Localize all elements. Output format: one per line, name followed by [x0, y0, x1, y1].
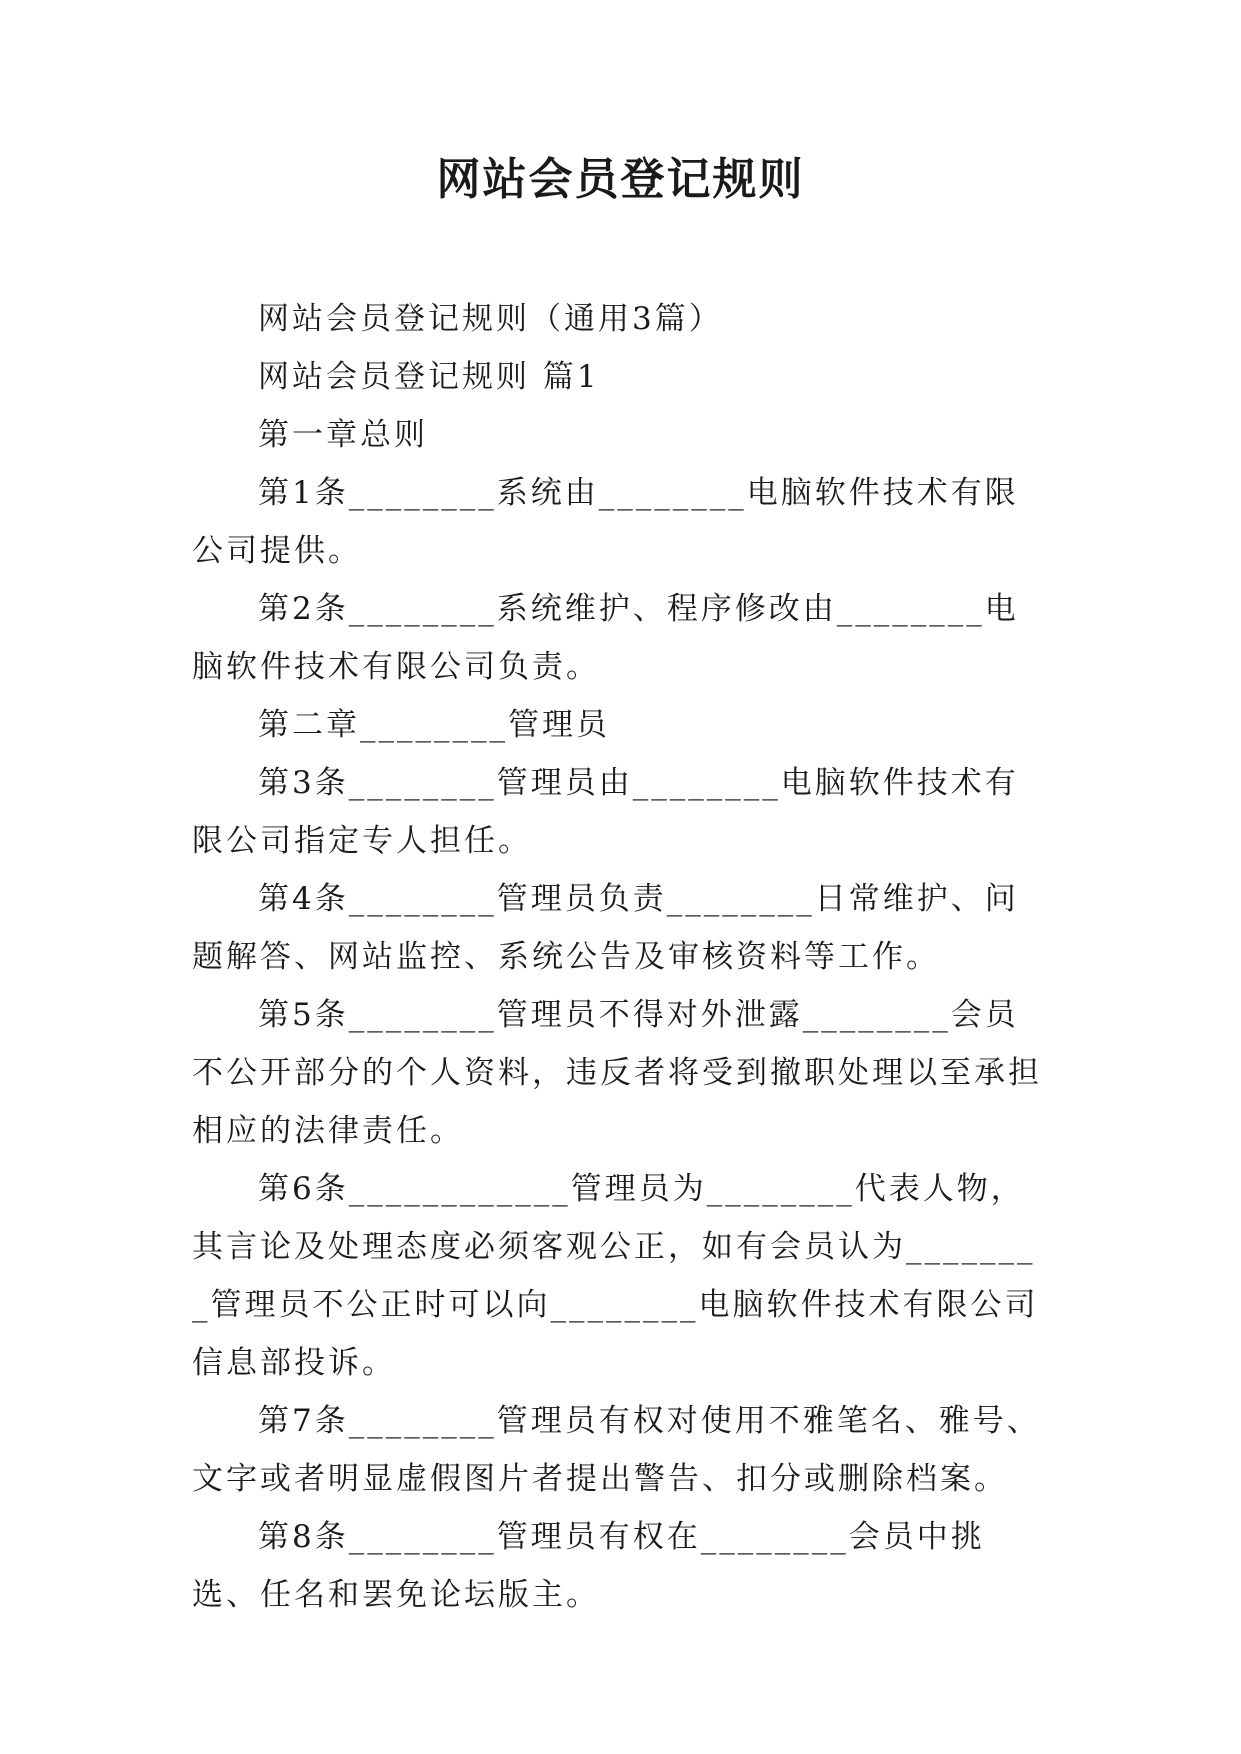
paragraph-chapter-1: 第一章总则	[258, 417, 428, 453]
paragraph-article-2: 第2条________系统维护、程序修改由________电脑软件技术有限公司负责。	[192, 591, 1019, 685]
paragraph-chapter-2: 第二章________管理员	[258, 707, 610, 743]
document-body	[192, 290, 1052, 1624]
paragraph-article-5: 第5条________管理员不得对外泄露________会员不公开部分的个人资料，违反者将受到撤职处理以至承担相应的法律责任。	[192, 997, 1042, 1149]
paragraph-article-4: 第4条________管理员负责________日常维护、问题解答、网站监控、系统公告及审核资料等工作。	[192, 881, 1019, 975]
paragraph-article-7: 第7条________管理员有权对使用不雅笔名、雅号、文字或者明显虚假图片者提出警告、扣分或删除档案。	[192, 1403, 1041, 1497]
paragraph-section-heading: 网站会员登记规则 篇1	[258, 359, 600, 395]
paragraph-article-3: 第3条________管理员由________电脑软件技术有限公司指定专人担任。	[192, 765, 1019, 859]
paragraph-article-6: 第6条____________管理员为________代表人物，其言论及处理态度必须客观公正，如有会员认为________管理员不公正时可以向________电脑软件技术有限公司信息部投诉。	[192, 1171, 1039, 1381]
document-title: 网站会员登记规则	[436, 154, 805, 205]
paragraph-article-1: 第1条________系统由________电脑软件技术有限公司提供。	[192, 475, 1019, 569]
paragraph-subtitle: 网站会员登记规则（通用3篇）	[258, 301, 723, 337]
paragraph-article-8: 第8条________管理员有权在________会员中挑选、任名和罢免论坛版主。	[192, 1519, 985, 1613]
